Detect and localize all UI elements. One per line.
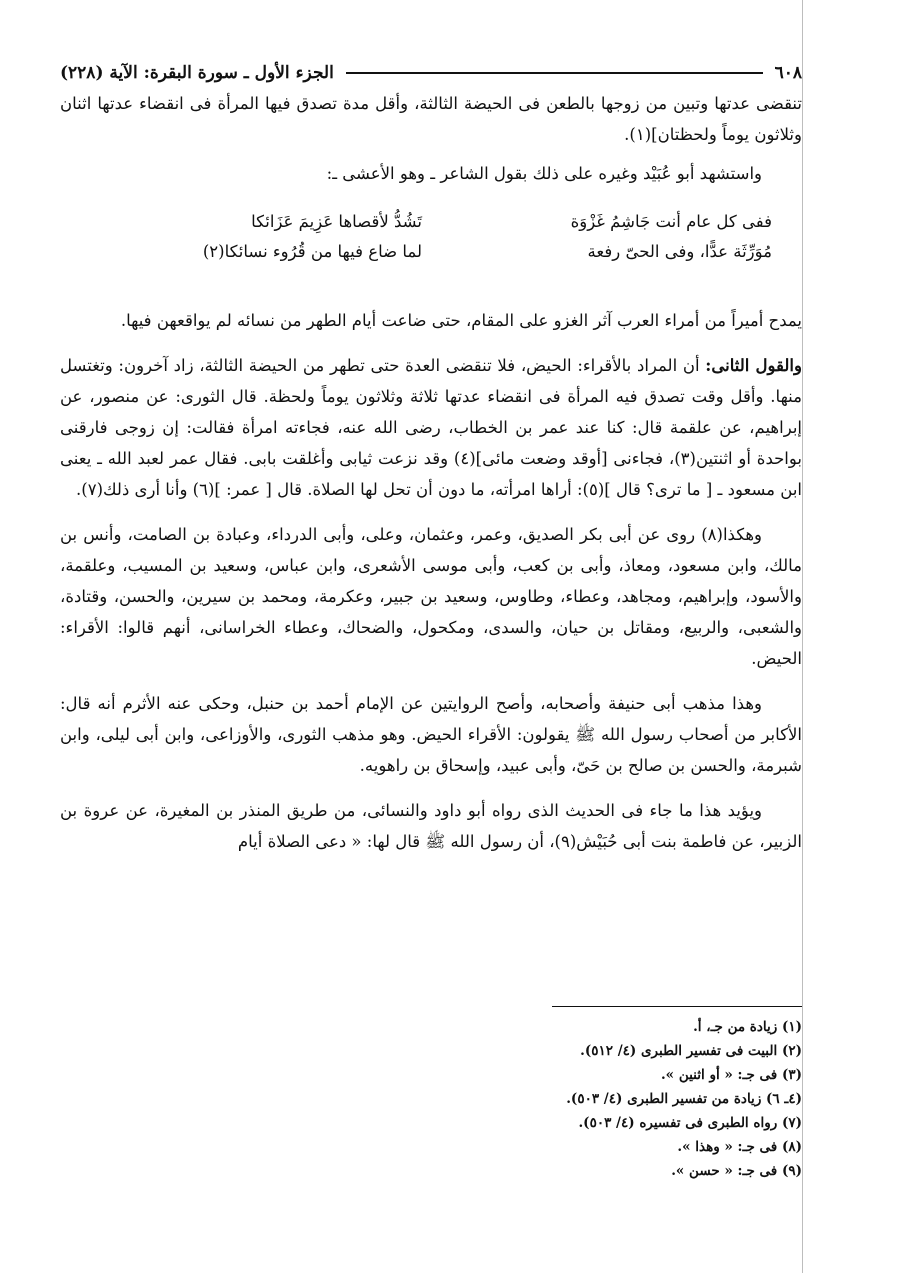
paragraph-5: وهكذا(٨) روى عن أبى بكر الصديق، وعمر، وعثمان، وعلى، وأبى الدرداء، وعبادة بن الصامت، وأنس بن مالك، وابن مسعود، ومعاذ، وأبى بن كعب، وأبى موسى الأشعرى، وابن عباس، وسعيد بن المسيب، وعلقمة، والأسود، وإبراهيم، ومجاهد، وعطاء، وطاوس، وسعيد بن جبير، وعكرمة، ومحمد بن سيرين، والحسن، وقتادة، والشعبى، والربيع، ومقاتل بن حيان، والسدى، ومكحول، والضحاك، وعطاء الخراسانى، أنهم قالوا: الأقراء: الحيض.: [60, 525, 802, 668]
poetry-block: [60, 207, 802, 267]
footnote-rule: [552, 1006, 802, 1007]
verse-line-2: [60, 237, 802, 267]
footnote-1: (١) زيادة من جـ، أ.: [693, 1019, 802, 1035]
running-header: [60, 58, 802, 88]
verse-2-second-hemistich: لما ضاع فيها من قُرُوء نسائكا(٢): [202, 242, 422, 261]
spacer: [60, 267, 802, 297]
paragraph-4-lead: والقول الثانى:: [705, 356, 802, 375]
page-number: ٦٠٨: [774, 63, 802, 83]
verse-1-first-hemistich: ففى كل عام أنت جَاشِمُ غَزْوَة: [570, 212, 772, 231]
paragraph-2: واستشهد أبو عُبَيْد وغيره على ذلك بقول الشاعر ـ وهو الأعشى ـ:: [326, 164, 762, 183]
footnote-2: (٢) البيت فى تفسير الطبرى (٤/ ٥١٢).: [580, 1043, 802, 1059]
page-edge-rule: [802, 0, 803, 1273]
header-rule: [346, 72, 763, 74]
verse-line-1: [60, 207, 802, 237]
footnote-3: (٣) فى جـ: « أو اثنين ».: [660, 1067, 802, 1083]
footnotes: [60, 1006, 802, 1183]
footnote-8: (٨) فى جـ: « وهذا ».: [677, 1139, 802, 1155]
paragraph-3: يمدح أميراً من أمراء العرب آثر الغزو على المقام، حتى ضاعت أيام الطهر من نسائه لم يواقعهن فيها.: [120, 311, 802, 330]
footnote-7: (٧) رواه الطبرى فى تفسيره (٤/ ٥٠٣).: [578, 1115, 802, 1131]
paragraph-7: ويؤيد هذا ما جاء فى الحديث الذى رواه أبو داود والنسائى، من طريق المنذر بن المغيرة، عن عروة بن الزبير، عن فاطمة بنت أبى حُبَيْش(٩)، أن رسول الله ﷺ قال لها: « دعى الصلاة أيام: [60, 801, 802, 851]
paragraph-6: وهذا مذهب أبى حنيفة وأصحابه، وأصح الروايتين عن الإمام أحمد بن حنبل، وحكى عنه الأثرم أنه قال: الأكابر من أصحاب رسول الله ﷺ يقولون: الأقراء الحيض. وهو مذهب الثورى، والأوزاعى، وابن أبى ليلى، وابن شبرمة، والحسن بن صالح بن حَىّ، وأبى عبيد، وإسحاق بن راهويه.: [60, 694, 802, 775]
paragraph-4-text: أن المراد بالأقراء: الحيض، فلا تنقضى العدة حتى تطهر من الحيضة الثالثة، زاد آخرون: وتغتسل منها. وأقل وقت تصدق فيه المرأة فى انقضاء عدتها ثلاثة وثلاثون يوماً ولحظة. قال الثورى: عن منصور، عن إبراهيم، عن علقمة قال: كنا عند عمر بن الخطاب، رضى الله عنه، فجاءته امرأة فقالت: إن زوجى فارقنى بواحدة أو اثنتين(٣)، فجاءنى [أوقد وضعت مائى](٤) وقد نزعت ثيابى وأغلقت بابى. فقال عمر لعبد الله ـ يعنى ابن مسعود ـ [ ما ترى؟ قال ](٥): أراها امرأته، ما دون أن تحل لها الصلاة. قال [ عمر: ](٦) وأنا أرى ذلك(٧).: [60, 356, 802, 499]
verse-2-first-hemistich: مُوَرِّثَة عدًّا، وفى الحىّ رفعة: [587, 242, 772, 261]
verse-1-second-hemistich: تَشُدُّ لأقصاها عَزِيمَ عَزَائكا: [251, 212, 422, 231]
paragraph-4: [60, 350, 802, 505]
running-title: الجزء الأول ـ سورة البقرة: الآية (٢٢٨): [60, 63, 334, 83]
footnote-9: (٩) فى جـ: « حسن ».: [671, 1163, 802, 1179]
footnote-4-6: (٤ـ ٦) زيادة من تفسير الطبرى (٤/ ٥٠٣).: [566, 1091, 802, 1107]
page: [60, 58, 802, 1258]
paragraph-1: تنقضى عدتها وتبين من زوجها بالطعن فى الحيضة الثالثة، وأقل مدة تصدق فيها المرأة فى انقضاء عدتها اثنان وثلاثون يوماً ولحظتان](١).: [60, 94, 802, 144]
